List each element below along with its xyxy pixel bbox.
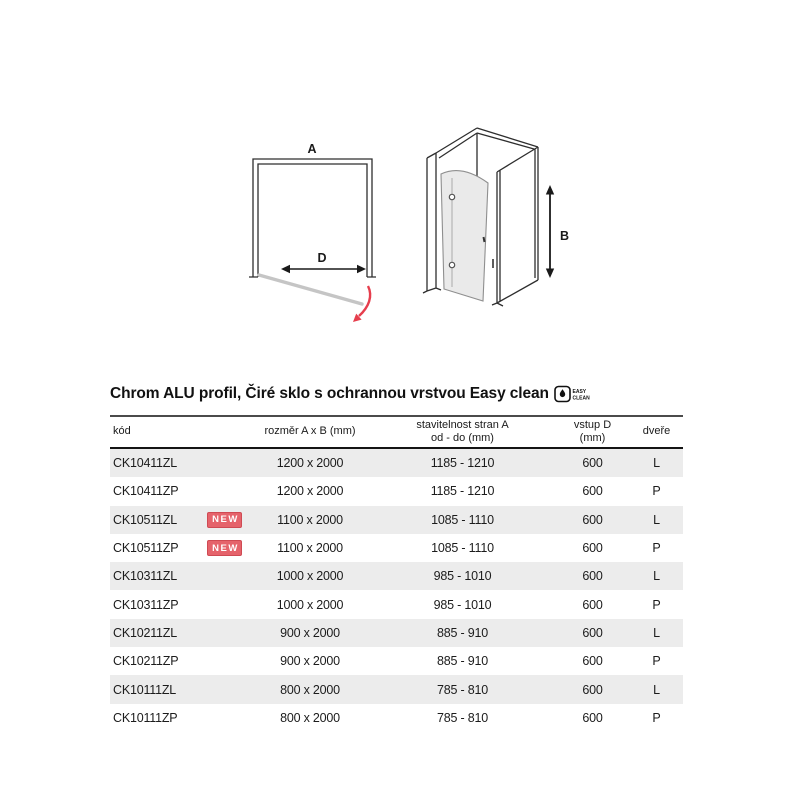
label-d: D <box>317 251 327 265</box>
product-code: CK10411ZP <box>113 484 179 499</box>
title-row <box>110 385 685 403</box>
cell-code <box>110 569 250 583</box>
right-wall <box>492 147 538 306</box>
new-badge: NEW <box>207 540 242 556</box>
cell-door: L <box>653 569 660 584</box>
table-row <box>110 449 683 477</box>
cell-range: 985 - 1010 <box>433 569 492 584</box>
cell-door: P <box>652 541 661 556</box>
iso-view-diagram <box>423 128 569 306</box>
table-row <box>110 675 683 703</box>
product-code: CK10311ZL <box>113 569 177 584</box>
table-row <box>110 506 683 534</box>
cell-entry: 600 <box>582 654 603 669</box>
table-row <box>110 590 683 618</box>
product-code: CK10111ZL <box>113 682 177 697</box>
frame-inner <box>258 164 367 277</box>
column-header: kód <box>113 425 131 438</box>
cell-code <box>110 683 250 697</box>
top-rails <box>436 128 538 158</box>
dimension-b-arrow <box>546 185 554 278</box>
top-view-diagram <box>249 142 376 322</box>
cell-code <box>110 598 250 612</box>
table-body <box>110 449 683 732</box>
cell-size: 1200 x 2000 <box>276 456 344 471</box>
column-header: rozměr A x B (mm) <box>264 425 356 438</box>
cell-entry: 600 <box>582 512 603 527</box>
door-leaf-line <box>259 275 362 304</box>
column-header: stavitelnost stran A od - do (mm) <box>416 418 509 444</box>
product-code: CK10311ZP <box>113 597 179 612</box>
cell-code <box>110 484 250 498</box>
cell-size: 900 x 2000 <box>280 654 340 669</box>
table-header <box>110 417 683 449</box>
cell-code <box>110 513 250 527</box>
table-row <box>110 619 683 647</box>
cell-code <box>110 711 250 725</box>
svg-text:CLEAN: CLEAN <box>572 395 590 402</box>
technical-diagrams <box>0 0 800 345</box>
glass-door-panel <box>441 171 488 301</box>
cell-door: P <box>652 484 661 499</box>
cell-size: 1200 x 2000 <box>276 484 344 499</box>
table-row <box>110 704 683 732</box>
product-code: CK10511ZL <box>113 512 177 527</box>
cell-range: 1185 - 1210 <box>430 456 495 471</box>
cell-door: L <box>653 682 660 697</box>
table-row <box>110 477 683 505</box>
cell-size: 1100 x 2000 <box>277 512 343 527</box>
cell-entry: 600 <box>582 456 603 471</box>
table-row <box>110 647 683 675</box>
door-handle-icon <box>484 237 485 242</box>
product-code: CK10211ZP <box>113 654 179 669</box>
product-code: CK10211ZL <box>113 625 177 640</box>
cell-range: 1085 - 1110 <box>431 541 494 556</box>
left-wall <box>423 153 441 293</box>
cell-entry: 600 <box>582 541 603 556</box>
cell-size: 1000 x 2000 <box>276 597 344 612</box>
cell-entry: 600 <box>582 682 603 697</box>
cell-entry: 600 <box>582 597 603 612</box>
frame-outer <box>253 159 372 277</box>
product-code: CK10111ZP <box>113 710 178 725</box>
cell-range: 785 - 810 <box>436 710 489 725</box>
dimension-d-arrow <box>281 265 366 273</box>
new-badge: NEW <box>207 512 242 528</box>
cell-door: P <box>652 597 661 612</box>
column-header: dveře <box>642 425 671 438</box>
cell-entry: 600 <box>582 710 603 725</box>
spec-table <box>110 415 683 732</box>
cell-door: L <box>653 512 660 527</box>
cell-entry: 600 <box>582 484 603 499</box>
table-row <box>110 534 683 562</box>
label-b: B <box>560 229 570 243</box>
cell-size: 800 x 2000 <box>280 682 340 697</box>
cell-door: P <box>652 710 661 725</box>
cell-door: P <box>652 654 661 669</box>
hinge-bottom-icon <box>449 262 454 267</box>
cell-door: L <box>653 625 660 640</box>
column-header: vstup D (mm) <box>573 418 612 444</box>
cell-size: 1100 x 2000 <box>277 541 343 556</box>
cell-range: 1085 - 1110 <box>431 512 494 527</box>
hinge-top-icon <box>449 194 454 199</box>
cell-code <box>110 456 250 470</box>
cell-entry: 600 <box>582 625 603 640</box>
cell-entry: 600 <box>582 569 603 584</box>
cell-size: 900 x 2000 <box>280 625 340 640</box>
cell-range: 985 - 1010 <box>433 597 492 612</box>
cell-range: 1185 - 1210 <box>430 484 495 499</box>
label-a: A <box>307 142 317 156</box>
cell-range: 785 - 810 <box>436 682 489 697</box>
cell-range: 885 - 910 <box>436 625 489 640</box>
cell-size: 1000 x 2000 <box>276 569 344 584</box>
svg-text:EASY: EASY <box>572 389 587 396</box>
cell-code <box>110 654 250 668</box>
product-code: CK10411ZL <box>113 456 177 471</box>
cell-code <box>110 541 250 555</box>
table-row <box>110 562 683 590</box>
page-title: Chrom ALU profil, Čiré sklo s ochrannou vrstvou Easy clean <box>110 385 549 402</box>
easy-clean-drop-icon <box>554 385 596 403</box>
product-code: CK10511ZP <box>113 541 179 556</box>
cell-code <box>110 626 250 640</box>
cell-size: 800 x 2000 <box>280 710 340 725</box>
cell-range: 885 - 910 <box>436 654 489 669</box>
cell-door: L <box>653 456 660 471</box>
